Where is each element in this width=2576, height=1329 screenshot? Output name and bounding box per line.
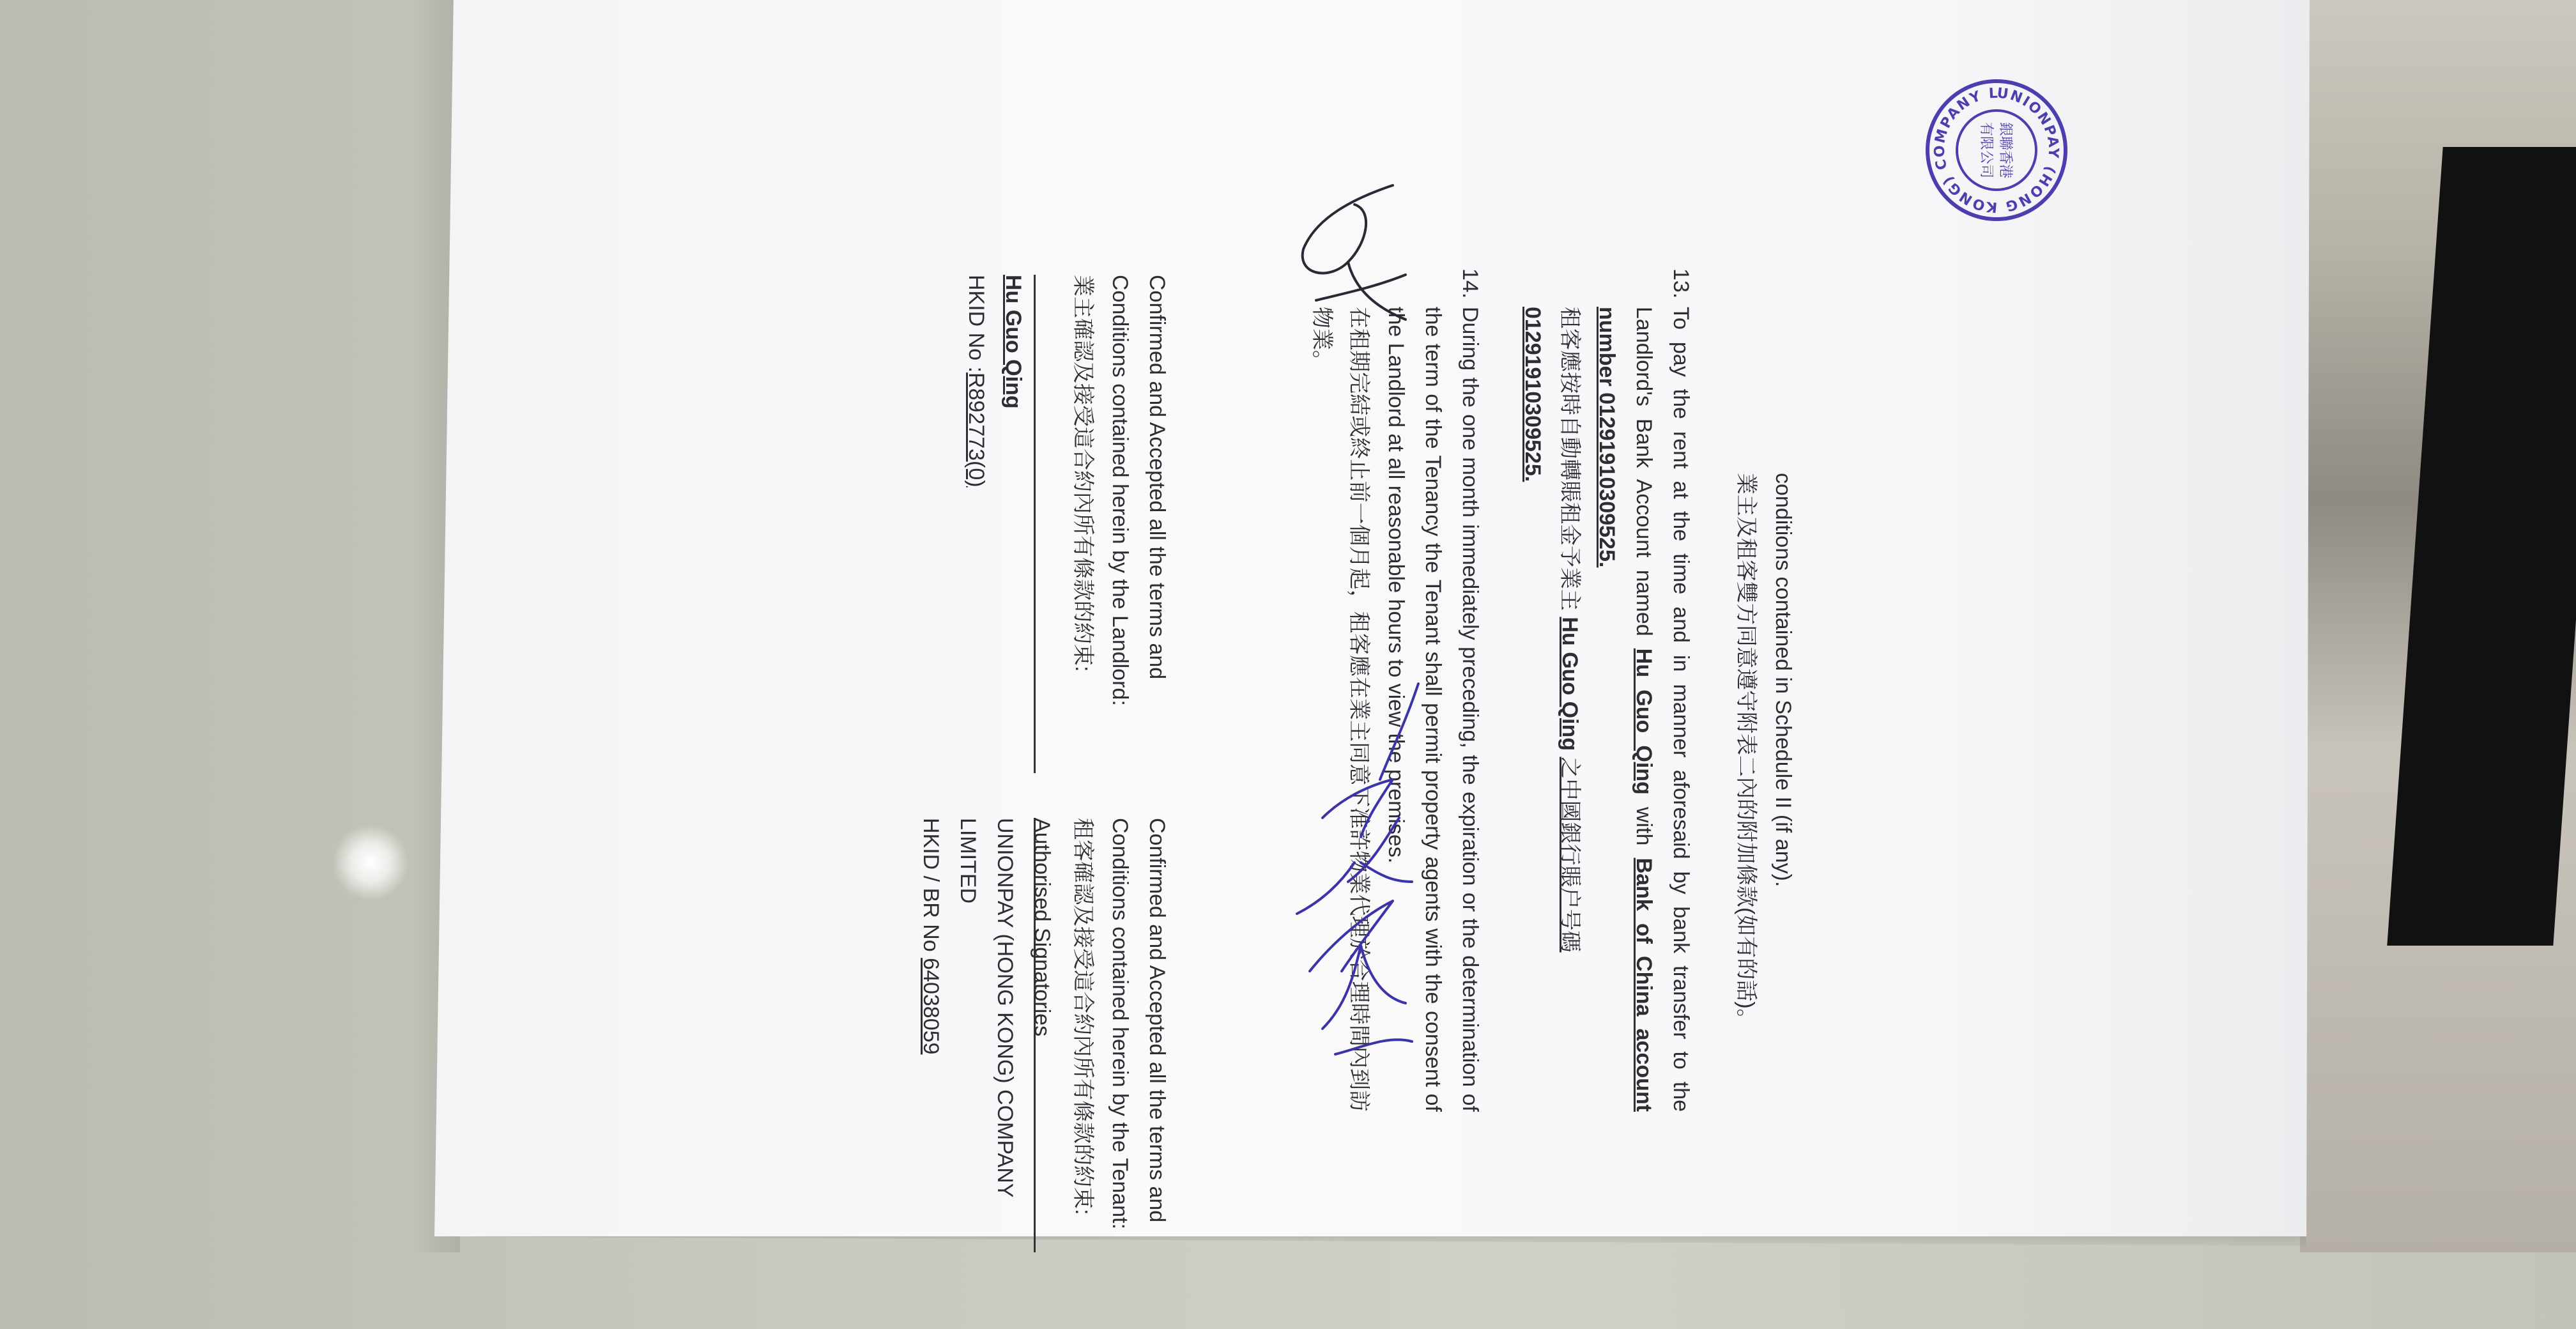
clause-13-text-b: with [1632, 806, 1656, 846]
light-glare [332, 824, 409, 901]
landlord-hkid-value: R892773(0) [964, 373, 988, 488]
clause-14-en: During the one month immediately preceding, the expiration or the determination of the term of the Tenancy the Tenant shall permit property agents with the consent of the Landlord at all reasonable hours to view the premises. [1384, 307, 1482, 1112]
tenant-confirm-line1: Confirmed and Accepted all the terms and [1145, 818, 1169, 1223]
landlord-handwritten-signature [1284, 671, 1431, 1086]
tenant-handwritten-signature [1278, 173, 1418, 339]
clause-14-number: 14. [1458, 268, 1482, 299]
company-stamp [1923, 77, 2070, 224]
document-content [524, 26, 1802, 1229]
stamp-ring-text: UNIONPAY (HONG KONG) COMPANY L [1931, 85, 2062, 215]
clause-13-text-a: To pay the rent at the time and in manner aforesaid by bank transfer to the Landlord's Bank Account named [1632, 307, 1693, 1112]
tenant-signatories: Authorised Signatories [1030, 818, 1054, 1037]
tenant-company-line1: UNIONPAY (HONG KONG) COMPANY [993, 818, 1017, 1198]
tenant-company-line2: LIMITED [956, 818, 980, 904]
clause-13-zh-name: Hu Guo Qing [1558, 617, 1582, 751]
clause-intro [1728, 473, 1802, 1112]
stamp-center-line1: 銀聯香港 [1997, 121, 2013, 179]
clause-13-zh-b: 之中國銀行賬户号碼 [1558, 757, 1582, 953]
landlord-confirm-line2: Conditions contained herein by the Landlord: [1108, 275, 1132, 706]
landlord-confirm-zh: 業主確認及接受這合約內所有條款的約束: [1071, 275, 1095, 672]
tenant-details [912, 818, 1061, 1329]
stamp-center-line2: 有限公司 [1978, 121, 1994, 179]
clause-13-zh-a: 租客應按時自動轉賬租金予業主 [1558, 307, 1582, 611]
landlord-signature-line [1034, 275, 1036, 773]
tenant-confirm-line2: Conditions contained herein by the Tenant: [1108, 818, 1132, 1229]
clause-13-zh-account: 01291910309525. [1521, 307, 1545, 482]
clause-14-zh: 在租期完結或終止前一個月起，租客應在業主同意下准許物業代理於合理時間內到訪物業。 [1310, 307, 1371, 1112]
clause-intro-zh: 業主及租客雙方同意遵守附表二內的附加條款(如有的話)。 [1734, 473, 1758, 1031]
tenant-confirm-zh: 租客確認及接受這合約內所有條款的約束: [1071, 818, 1095, 1215]
landlord-name: Hu Guo Qing [1001, 275, 1025, 409]
tenant-br [912, 818, 949, 1329]
landlord-block [1064, 275, 1176, 773]
tenant-br-value: 64038059 [919, 958, 943, 1055]
tenant-br-label: HKID / BR No [919, 818, 943, 952]
landlord-details [958, 275, 1032, 773]
tenant-block [1064, 818, 1176, 1329]
clause-13-account-name: Hu Guo Qing [1632, 648, 1656, 795]
landlord-hkid-label: HKID No : [964, 275, 988, 373]
clause-13-number: 13. [1669, 268, 1693, 299]
clause-13 [1514, 268, 1699, 1112]
landlord-confirm-line1: Confirmed and Accepted all the terms and [1145, 275, 1169, 680]
landlord-hkid [958, 275, 995, 773]
clause-intro-en: conditions contained in Schedule II (if any). [1771, 473, 1795, 887]
clause-13-bank-account: Bank of China account number 01291910309525. [1595, 307, 1656, 1112]
company-seal [1923, 77, 2070, 224]
